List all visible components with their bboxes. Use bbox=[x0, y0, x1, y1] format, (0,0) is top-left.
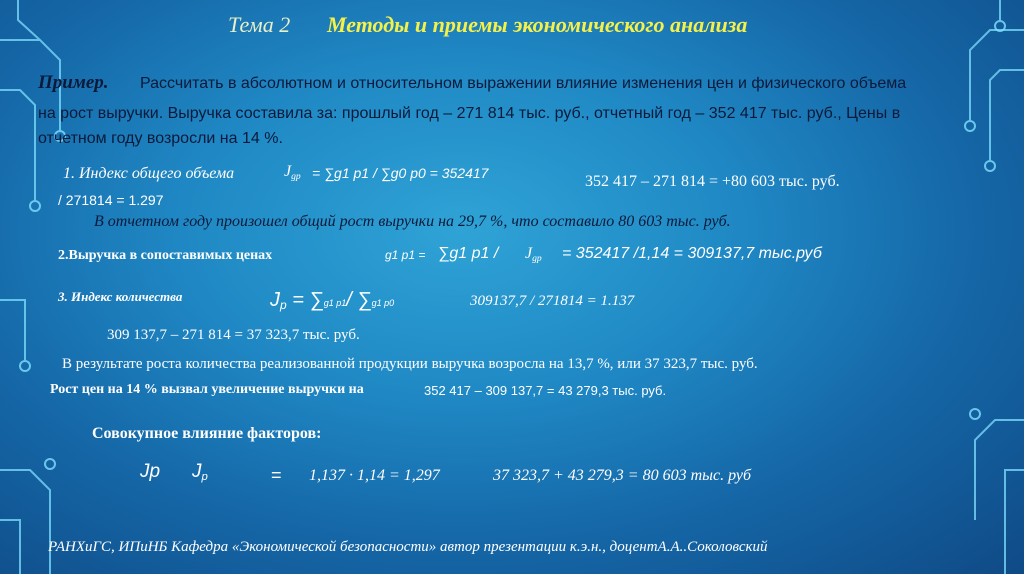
conclusion-quantity: В результате роста количества реализованной продукции выручка возросла на 13,7 %, или 37 323,7 тыс. руб. bbox=[62, 356, 758, 372]
step2-result: = 352417 /1,14 = 309137,7 тыс.руб bbox=[562, 245, 822, 262]
total-symbol-jp: Jp bbox=[140, 461, 161, 482]
total-symbol-j-p: $J_p$ bbox=[192, 461, 208, 483]
example-line-2: на рост выручки. Выручка составила за: прошлый год – 271 814 тыс. руб., отчетный год – 352 417 тыс. руб., Цены в bbox=[38, 105, 901, 122]
step1-note: В отчетном году произошел общий рост выручки на 29,7 %, что составило 80 603 тыс. руб. bbox=[94, 213, 731, 230]
step1-absolute: 352 417 – 271 814 = +80 603 тыс. руб. bbox=[585, 173, 840, 190]
conclusion-price-calc: 352 417 – 309 137,7 = 43 279,3 тыс. руб. bbox=[424, 383, 667, 398]
step3-absolute: 309 137,7 – 271 814 = 37 323,7 тыс. руб. bbox=[107, 327, 360, 343]
conclusion-price-label: Рост цен на 14 % вызвал увеличение выручки на bbox=[50, 382, 364, 397]
step2-formula: ∑g1 p1 / bbox=[438, 245, 499, 262]
total-product: 1,137 · 1,14 = 1,297 bbox=[309, 467, 440, 484]
example-line-3: отчетном году возросли на 14 %. bbox=[38, 130, 283, 147]
step1-label: 1. Индекс общего объема bbox=[63, 165, 235, 182]
step1-formula-cont: / 271814 = 1.297 bbox=[58, 192, 164, 208]
example-label: Пример. bbox=[38, 72, 109, 93]
step2-label: 2.Выручка в сопоставимых ценах bbox=[58, 248, 273, 263]
step3-formula: 309137,7 / 271814 = 1.137 bbox=[470, 293, 635, 309]
step3-index-symbol: $J_p = \sum g1$ p1/ ∑g1 p0 bbox=[270, 289, 395, 312]
total-equals: = bbox=[271, 465, 282, 485]
step1-index-symbol: $J_{gp}$ bbox=[284, 163, 301, 182]
step1-formula: = ∑g1 p1 / ∑g0 p0 = 352417 bbox=[312, 165, 489, 181]
slide-theme: Тема 2 bbox=[228, 12, 291, 37]
step3-label: 3. Индекс количества bbox=[58, 289, 183, 304]
example-line-1: Рассчитать в абсолютном и относительном выражении влияние изменения цен и физического объема bbox=[140, 75, 907, 92]
total-label: Совокупное влияние факторов: bbox=[92, 425, 322, 442]
step2-lhs: g1 p1 = bbox=[385, 248, 426, 262]
total-sum: 37 323,7 + 43 279,3 = 80 603 тыс. руб bbox=[493, 467, 752, 484]
slide-footer: РАНХиГС, ИПиНБ Кафедра «Экономической безопасности» автор презентации к.э.н., доцентА.А..Соколовский bbox=[48, 539, 768, 555]
step2-index-symbol: $J_{gp}$ bbox=[525, 245, 542, 264]
slide-title: Методы и приемы экономического анализа bbox=[327, 12, 748, 37]
